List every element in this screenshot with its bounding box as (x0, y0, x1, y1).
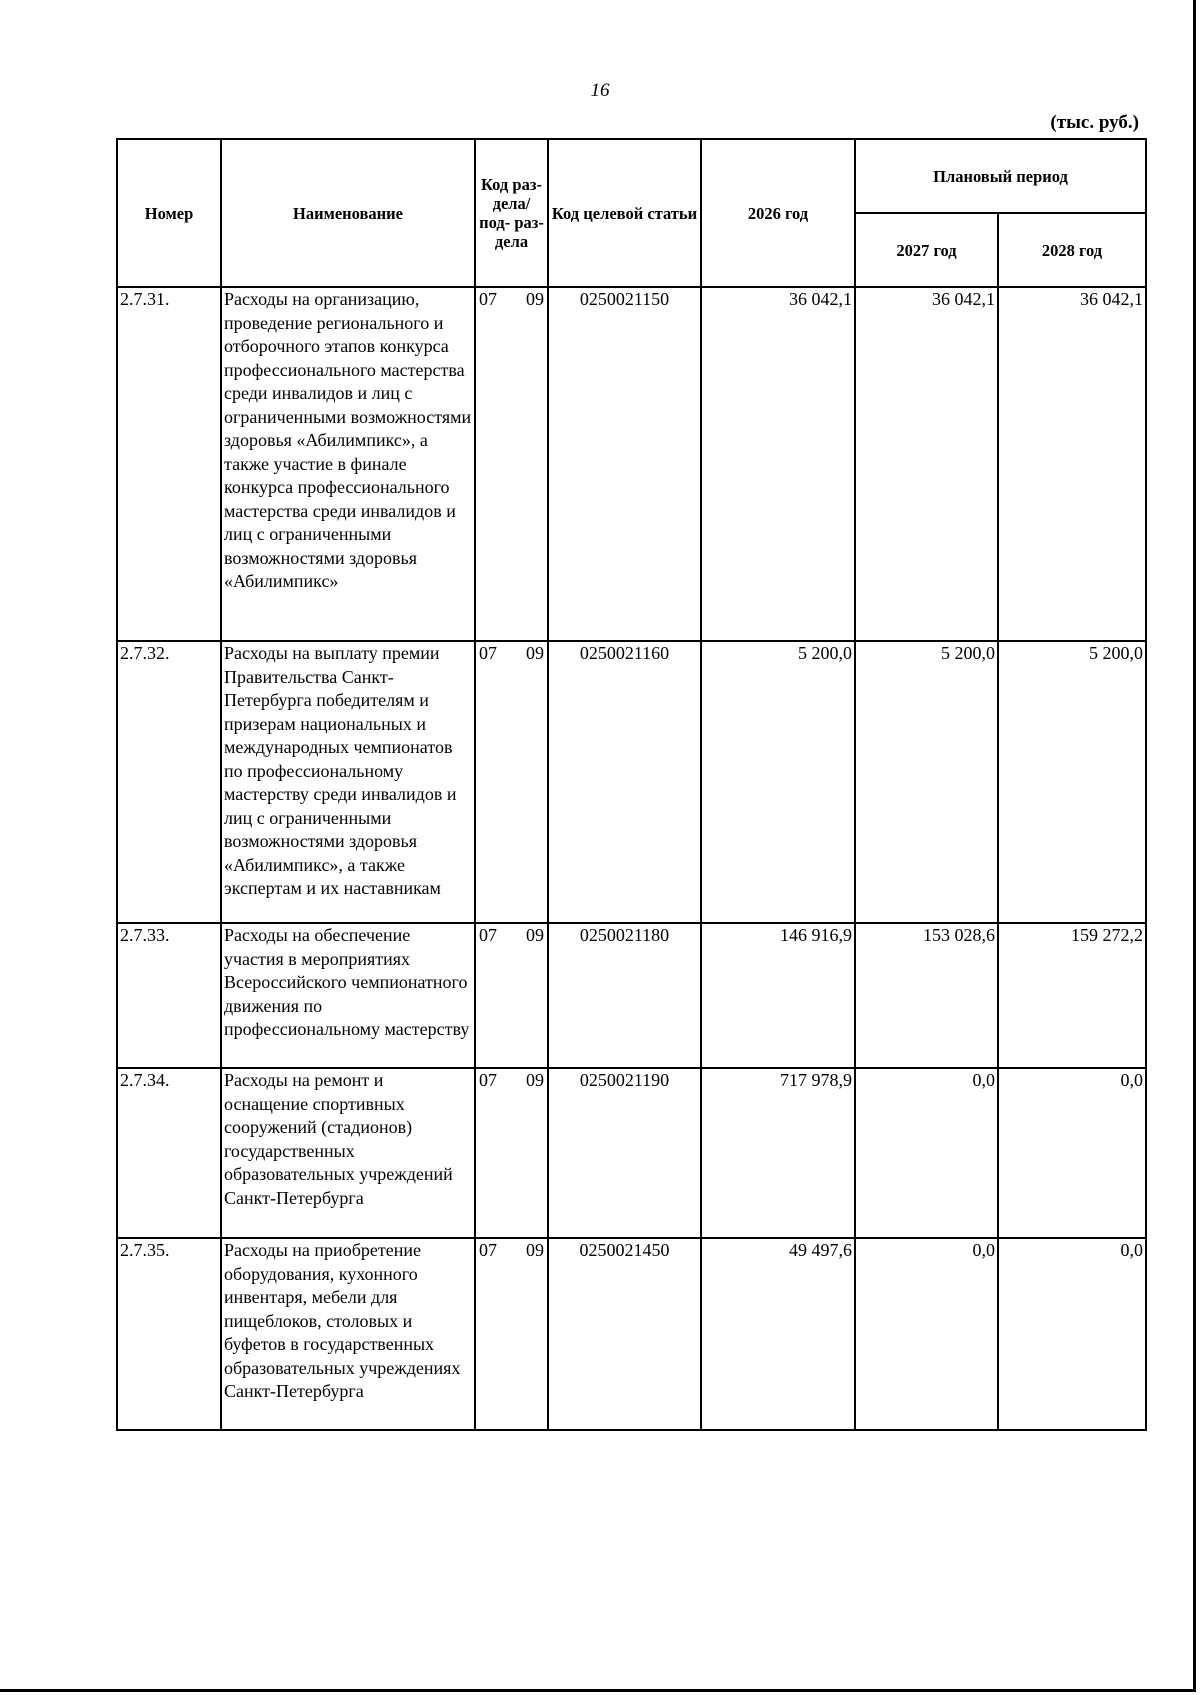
row-amount-2027: 0,0 (855, 1068, 998, 1238)
row-amount-2028: 5 200,0 (998, 641, 1146, 923)
row-subsection: 09 (526, 1070, 544, 1090)
row-number: 2.7.35. (117, 1238, 221, 1430)
table-body (117, 287, 1146, 1430)
row-amount-2028: 0,0 (998, 1068, 1146, 1238)
row-amount-2028: 159 272,2 (998, 923, 1146, 1068)
row-subsection: 09 (526, 289, 544, 309)
table-row (117, 1238, 1146, 1430)
row-section: 07 (479, 1240, 497, 1260)
row-section-code (475, 1238, 548, 1430)
row-name: Расходы на обеспечение участия в мероприятиях Всероссийского чемпионатного движения по профессиональному мастерству (221, 923, 475, 1068)
table-row (117, 923, 1146, 1068)
header-year-2027: 2027 год (855, 213, 998, 287)
row-section-code (475, 287, 548, 641)
row-number: 2.7.31. (117, 287, 221, 641)
row-section-code (475, 923, 548, 1068)
table-row (117, 641, 1146, 923)
row-subsection: 09 (526, 643, 544, 663)
header-target-code: Код целевой статьи (548, 139, 701, 287)
header-planning-period: Плановый период (855, 139, 1146, 213)
row-subsection: 09 (526, 925, 544, 945)
row-subsection: 09 (526, 1240, 544, 1260)
row-target-code: 0250021160 (548, 641, 701, 923)
table-row (117, 287, 1146, 641)
header-section-code: Код раз- дела/ под- раз- дела (475, 139, 548, 287)
budget-table (116, 138, 1147, 1431)
row-target-code: 0250021190 (548, 1068, 701, 1238)
row-amount-2026: 36 042,1 (701, 287, 855, 641)
row-amount-2027: 36 042,1 (855, 287, 998, 641)
header-year-2026: 2026 год (701, 139, 855, 287)
row-target-code: 0250021150 (548, 287, 701, 641)
table-row (117, 1068, 1146, 1238)
row-section: 07 (479, 925, 497, 945)
row-section: 07 (479, 289, 497, 309)
row-target-code: 0250021450 (548, 1238, 701, 1430)
row-name: Расходы на организацию, проведение регионального и отборочного этапов конкурса профессионального мастерства среди инвалидов и лиц с ограниченными возможностями здоровья «Абилимпикс», а также участие в финале конкурса профессионального мастерства среди инвалидов и лиц с ограниченными возможностями здоровья «Абилимпикс» (221, 287, 475, 641)
row-amount-2027: 0,0 (855, 1238, 998, 1430)
header-name: Наименование (221, 139, 475, 287)
header-year-2028: 2028 год (998, 213, 1146, 287)
row-amount-2026: 146 916,9 (701, 923, 855, 1068)
row-number: 2.7.34. (117, 1068, 221, 1238)
page-number: 16 (590, 80, 610, 101)
table-header (117, 139, 1146, 287)
row-section-code (475, 1068, 548, 1238)
row-amount-2026: 49 497,6 (701, 1238, 855, 1430)
row-number: 2.7.33. (117, 923, 221, 1068)
header-row (117, 139, 1146, 213)
row-name: Расходы на выплату премии Правительства Санкт-Петербурга победителям и призерам национальных и международных чемпионатов по профессиональному мастерству среди инвалидов и лиц с ограниченными возможностями здоровья «Абилимпикс», а также экспертам и их наставникам (221, 641, 475, 923)
row-amount-2026: 5 200,0 (701, 641, 855, 923)
row-amount-2027: 5 200,0 (855, 641, 998, 923)
row-section: 07 (479, 1070, 497, 1090)
row-number: 2.7.32. (117, 641, 221, 923)
row-section: 07 (479, 643, 497, 663)
row-name: Расходы на приобретение оборудования, кухонного инвентаря, мебели для пищеблоков, столовых и буфетов в государственных образовательных учреждениях Санкт-Петербурга (221, 1238, 475, 1430)
row-amount-2027: 153 028,6 (855, 923, 998, 1068)
row-section-code (475, 641, 548, 923)
units-label: (тыс. руб.) (1050, 112, 1139, 133)
row-amount-2026: 717 978,9 (701, 1068, 855, 1238)
row-name: Расходы на ремонт и оснащение спортивных сооружений (стадионов) государственных образовательных учреждений Санкт-Петербурга (221, 1068, 475, 1238)
header-number: Номер (117, 139, 221, 287)
row-target-code: 0250021180 (548, 923, 701, 1068)
row-amount-2028: 0,0 (998, 1238, 1146, 1430)
row-amount-2028: 36 042,1 (998, 287, 1146, 641)
